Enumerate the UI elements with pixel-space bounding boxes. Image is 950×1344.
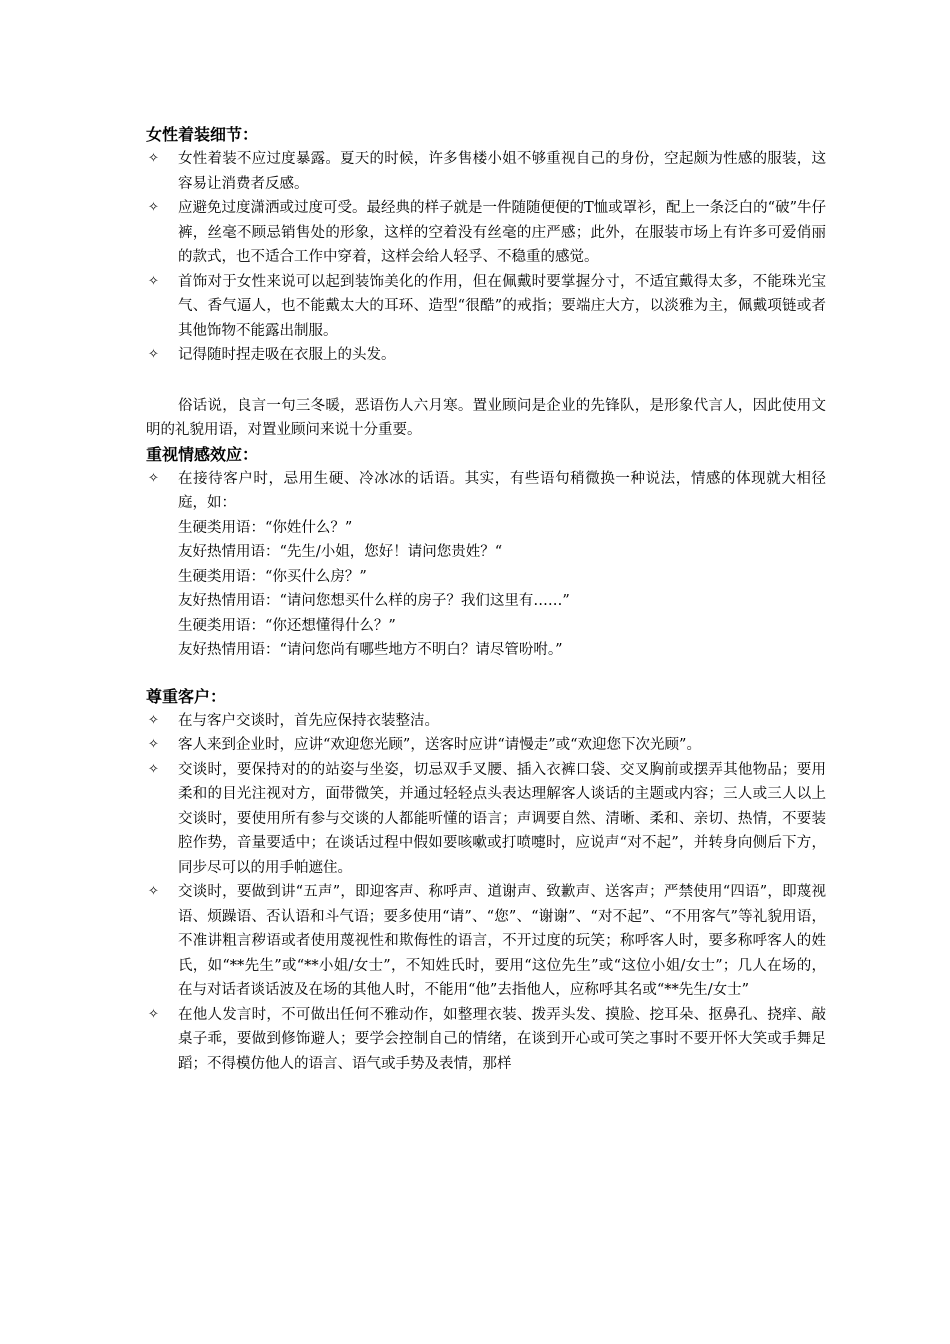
section-heading-respect-customers: 尊重客户： [146, 686, 227, 706]
section-heading-female-attire: 女性着装细节： [146, 125, 259, 144]
bullet-icon: ✧ [148, 151, 159, 166]
example-line: 生硬类用语：“你姓什么？” [178, 519, 353, 536]
example-line: 生硬类用语：“你买什么房？” [178, 568, 367, 585]
list-item: ✧ 首饰对于女性来说可以起到装饰美化的作用，但在佩戴时要掌握分寸，不适宜戴得太多，不能珠光宝气、香气逼人，也不能戴太大的耳环、造型“很酷”的戒指；要端庄大方，以淡雅为主，佩戴项链或者其他饰物不能露出制服。 [146, 270, 826, 344]
example-line: 友好热情用语：“请问您想买什么样的房子？我们这里有……” [178, 593, 570, 609]
bullet-icon: ✧ [148, 347, 159, 362]
example-line: 友好热情用语：“请问您尚有哪些地方不明白？请尽管吩咐。” [178, 642, 563, 658]
list-item: ✧ 记得随时捏走吸在衣服上的头发。 [146, 343, 826, 368]
bullet-icon: ✧ [148, 761, 159, 777]
section-heading-emotional-effect: 重视情感效应： [146, 444, 259, 464]
bullet-icon: ✧ [148, 200, 159, 215]
list-item: ✧ 交谈时，要做到讲“五声”，即迎客声、称呼声、道谢声、致歉声、送客声；严禁使用“四语”，即蔑视语、烦躁语、否认语和斗气语；要多使用“请”、“您”、“谢谢”、“对不起”、“不用客气”等礼貌用语，不准讲粗言秽语或者使用蔑视性和欺侮性的语言，不开过度的玩笑；称呼客人时，要多称呼客人的姓氏，如“**先生”或“**小姐/女士”，不知姓氏时，要用“这位先生”或“这位小姐/女士”；几人在场的，在与对话者谈话波及在场的其他人时，不能用“他”去指他人，应称呼其名或“**先生/女士” [146, 880, 826, 1003]
list-item: ✧ 女性着装不应过度暴露。夏天的时候，许多售楼小姐不够重视自己的身份，空起颇为性感的服装，这容易让消费者反感。 [146, 147, 826, 196]
list-item: ✧ 交谈时，要保持对的的站姿与坐姿，切忌双手叉腰、插入衣裤口袋、交叉胸前或摆弄其他物品；要用柔和的目光注视对方，面带微笑，并通过轻轻点头表达理解客人谈话的主题或内容；三人或三人以上交谈时，要使用所有参与交谈的人都能听懂的语言；声调要自然、清晰、柔和、亲切、热情，不要装腔作势，音量要适中；在谈话过程中假如要咳嗽或打喷嚏时，应说声“对不起”，并转身向侧后下方，同步尽可以的用手帕遮住。 [146, 758, 826, 881]
bullet-icon: ✧ [148, 884, 159, 899]
intro-paragraph: 俗话说，良言一句三冬暖，恶语伤人六月寒。置业顾问是企业的先锋队，是形象代言人，因此使用文明的礼貌用语，对置业顾问来说十分重要。 [146, 397, 826, 438]
document-body [146, 123, 826, 1076]
example-line: 友好热情用语：“先生/小姐，您好！请问您贵姓？“ [178, 544, 503, 560]
bullet-icon: ✧ [148, 1006, 159, 1022]
list-item: ✧ 在接待客户时，忌用生硬、冷冰冰的话语。其实，有些语句稍微换一种说法，情感的体现就大相径庭，如： 生硬类用语：“你姓什么？” 友好热情用语：“先生/小姐，您好！请问您贵姓？“ 生硬类用语：“你买什么房？” 友好热情用语：“请问您想买什么样的房子？我们这里有……” 生硬类用语：“你还想懂得什么？” 友好热情用语：“请问您尚有哪些地方不明白？请尽管吩咐。” [146, 467, 826, 663]
list-item: ✧ 在他人发言时，不可做出任何不雅动作，如整理衣装、拨弄头发、摸脸、挖耳朵、抠鼻孔、挠痒、敲桌子乖，要做到修饰避人；要学会控制自己的情绪，在谈到开心或可笑之事时不要开怀大笑或手舞足蹈；不得模仿他人的语言、语气或手势及表情，那样 [146, 1003, 826, 1077]
list-item: ✧ 客人来到企业时，应讲“欢迎您光顾”，送客时应讲“请慢走”或“欢迎您下次光顾”。 [146, 733, 826, 758]
example-line: 生硬类用语：“你还想懂得什么？” [178, 617, 396, 634]
bullet-icon: ✧ [148, 470, 159, 486]
bullet-icon: ✧ [148, 737, 159, 752]
bullet-icon: ✧ [148, 712, 159, 728]
list-item: ✧ 应避免过度潇洒或过度可受。最经典的样子就是一件随随便便的T恤或罩衫，配上一条泛白的“破”牛仔裤，丝毫不顾忌销售处的形象，这样的空着没有丝毫的庄严感；此外，在服装市场上有许多可爱俏丽的款式，也不适合工作中穿着，这样会给人轻孚、不稳重的感觉。 [146, 196, 826, 270]
list-item: ✧ 在与客户交谈时，首先应保持衣装整洁。 [146, 709, 826, 734]
bullet-icon: ✧ [148, 273, 159, 289]
